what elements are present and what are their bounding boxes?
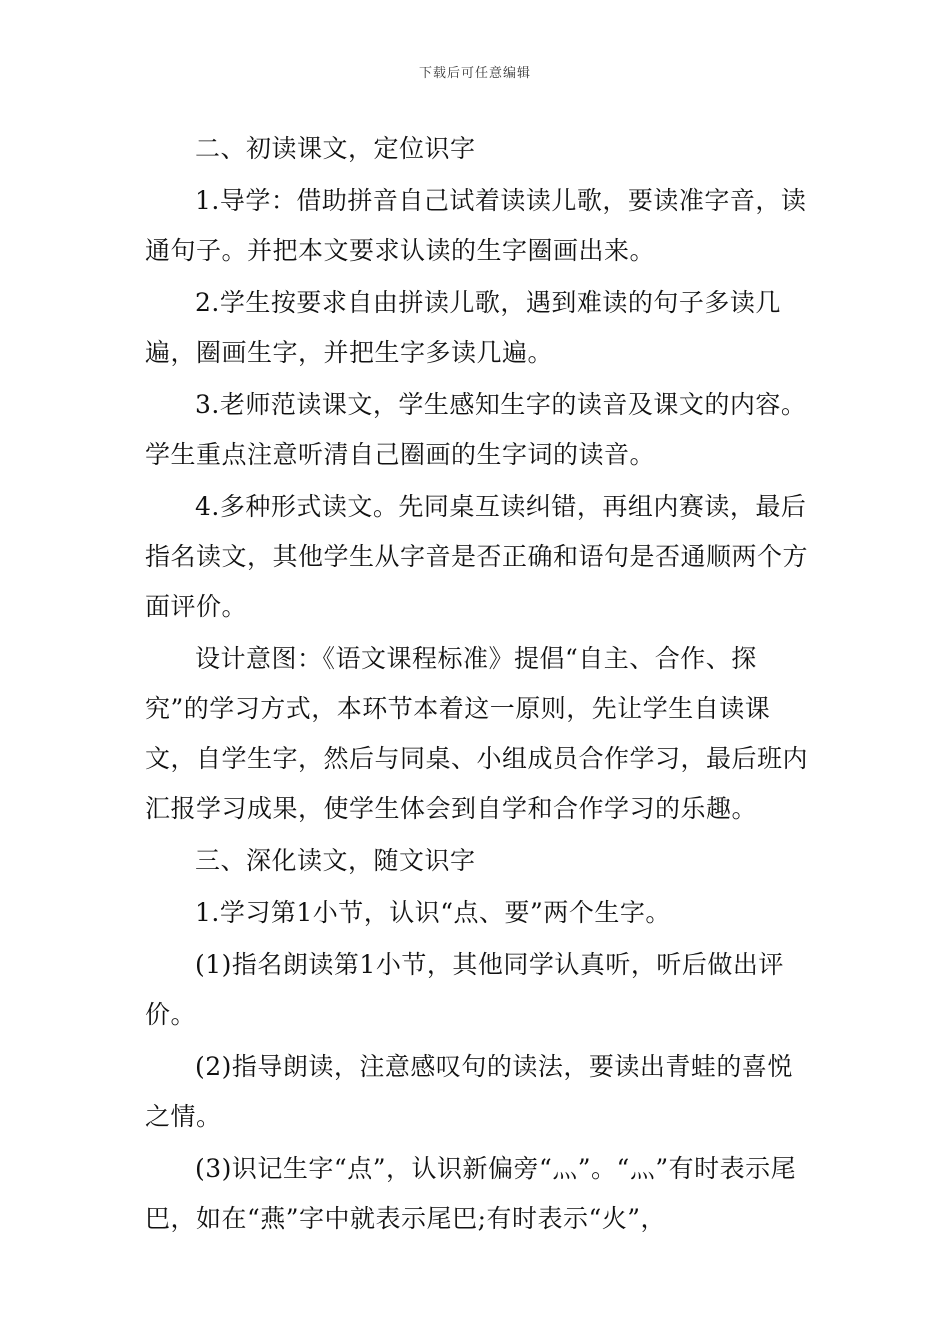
page-header-note: 下载后可任意编辑 xyxy=(418,66,531,81)
paragraph-design-intent: 设计意图：《语文课程标准》提倡“自主、合作、探究”的学习方式，本环节本着这一原则，先让学生自读课文，自学生字，然后与同桌、小组成员合作学习，最后班内汇报学习成果，使学生体会到自学和合作学习的乐趣。 xyxy=(145,644,809,823)
paragraph-step-4: 4.多种形式读文。先同桌互读纠错，再组内赛读，最后指名读文，其他学生从字音是否正确和语句是否通顺两个方面评价。 xyxy=(145,492,809,621)
paragraph-step-2: 2.学生按要求自由拼读儿歌，遇到难读的句子多读几遍，圈画生字，并把生字多读几遍。 xyxy=(145,288,781,367)
paragraph-sub-1: (1)指名朗读第1小节，其他同学认真听，听后做出评价。 xyxy=(145,950,784,1029)
section-heading-initial-reading: 二、初读课文，定位识字 xyxy=(195,134,476,163)
paragraph-step-1: 1.导学：借助拼音自己试着读读儿歌，要读准字音，读通句子。并把本文要求认读的生字圈画出来。 xyxy=(145,186,807,265)
paragraph-lesson-1: 1.学习第1小节，认识“点、要”两个生字。 xyxy=(195,898,671,927)
document-body xyxy=(145,124,815,1246)
section-heading-deep-reading: 三、深化读文，随文识字 xyxy=(195,846,476,875)
paragraph-sub-3: (3)识记生字“点”，认识新偏旁“灬”。“灬”有时表示尾巴，如在“燕”字中就表示尾巴;有时表示“火”， xyxy=(145,1154,797,1233)
paragraph-step-3: 3.老师范读课文，学生感知生字的读音及课文的内容。学生重点注意听清自己圈画的生字词的读音。 xyxy=(145,390,807,469)
paragraph-sub-2: (2)指导朗读，注意感叹句的读法，要读出青蛙的喜悦之情。 xyxy=(145,1052,793,1131)
